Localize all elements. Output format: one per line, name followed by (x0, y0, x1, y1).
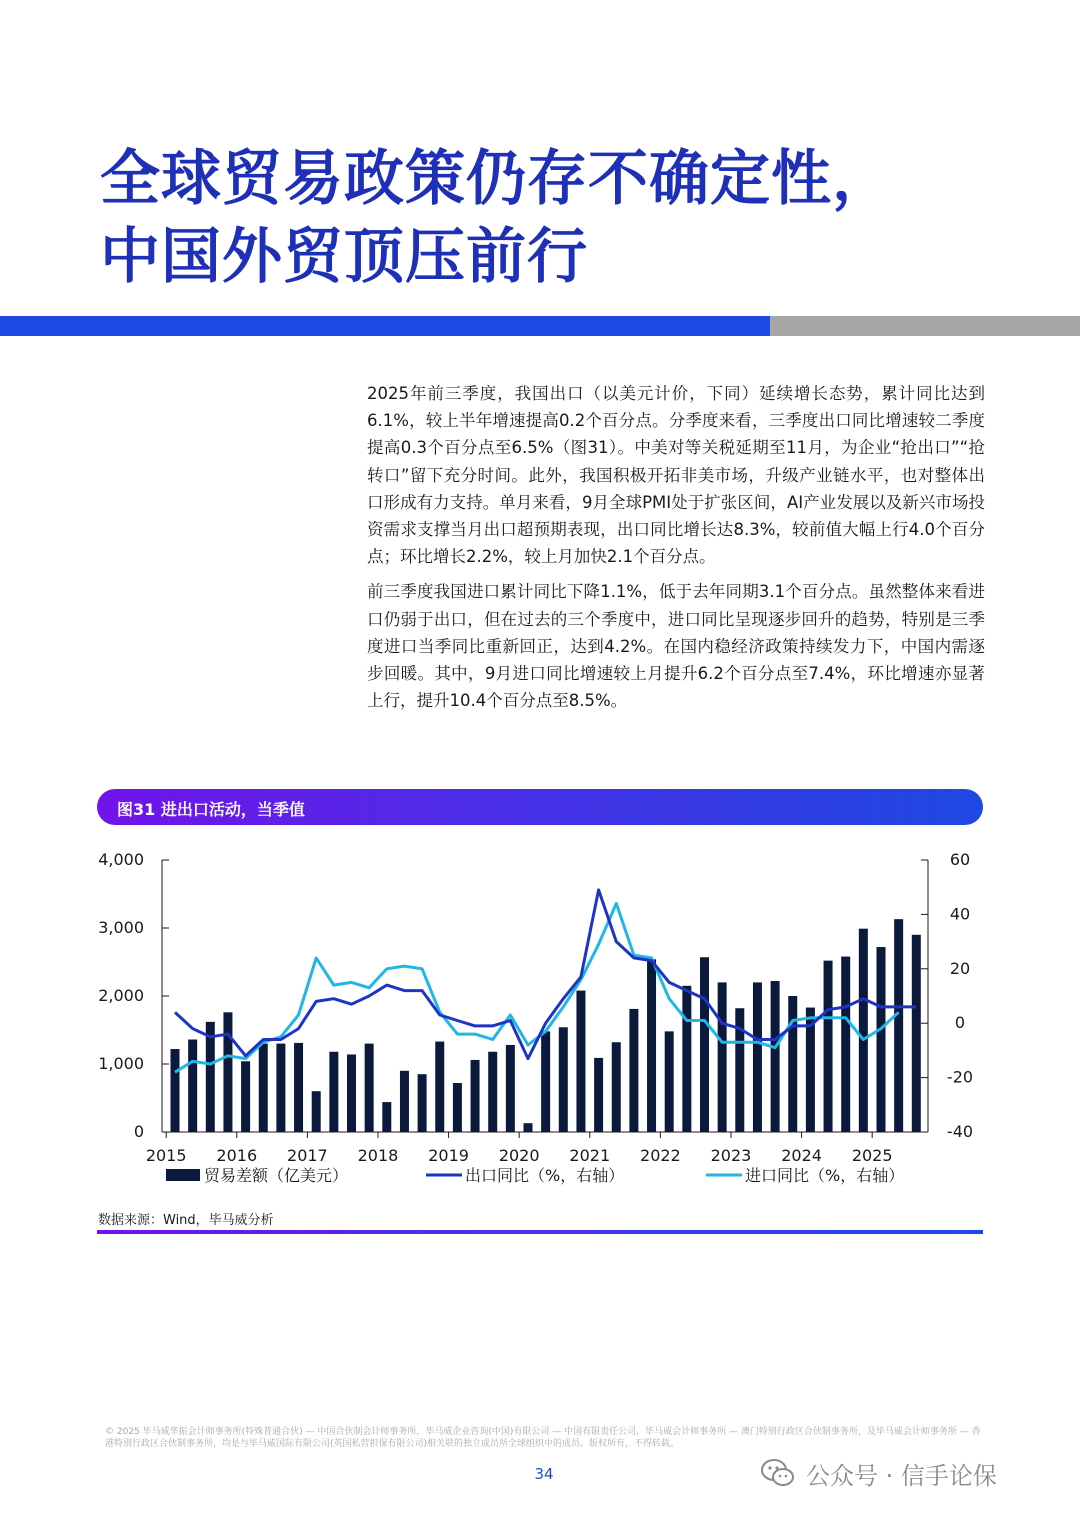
figure-label-bar (97, 789, 983, 825)
body-text (367, 380, 985, 722)
trade-balance-bar (718, 982, 727, 1132)
legend-label-trade-balance: 贸易差额（亿美元） (204, 1166, 349, 1185)
left-tick-label: 1,000 (98, 1054, 144, 1073)
x-tick-label: 2024 (781, 1146, 822, 1165)
left-tick-label: 2,000 (98, 986, 144, 1005)
legend-swatch-trade-balance (166, 1169, 200, 1181)
page-title (100, 140, 1000, 296)
trade-balance-bar (841, 957, 850, 1132)
trade-balance-bar (418, 1074, 427, 1132)
figure-bottom-rule (97, 1230, 983, 1234)
trade-balance-bar (382, 1102, 391, 1132)
trade-balance-bar (824, 961, 833, 1132)
trade-chart (90, 840, 990, 1200)
trade-balance-bar (559, 1027, 568, 1132)
trade-balance-bar (206, 1022, 215, 1132)
x-tick-label: 2020 (498, 1146, 540, 1165)
x-tick-label: 2016 (216, 1146, 258, 1165)
right-tick-label: -40 (946, 1122, 974, 1141)
trade-balance-bar (471, 1060, 480, 1132)
trade-balance-bar (629, 1009, 638, 1132)
trade-balance-bar (453, 1083, 462, 1132)
x-tick-label: 2021 (569, 1146, 611, 1165)
right-tick-label: -20 (946, 1067, 974, 1087)
x-tick-label: 2025 (851, 1146, 893, 1165)
trade-balance-bar (682, 986, 691, 1132)
trade-balance-bar (753, 982, 762, 1132)
trade-balance-bar (400, 1071, 409, 1132)
trade-balance-bar (788, 996, 797, 1132)
page-title-line2: 中国外贸顶压前行 (100, 222, 588, 292)
header-rule-gray (770, 316, 1080, 336)
trade-balance-bar (294, 1043, 303, 1132)
trade-balance-bar (223, 1012, 232, 1132)
trade-balance-bar (612, 1042, 621, 1132)
right-tick-label: 20 (949, 958, 971, 978)
trade-balance-bar (700, 957, 709, 1132)
left-tick-label: 4,000 (98, 850, 144, 869)
copyright-footnote: © 2025 毕马威华振会计师事务所(特殊普通合伙) — 中国合伙制会计师事务所，毕马威企业咨询(中国)有限公司 — 中国有限责任公司，毕马威会计师事务所 — 澳门特别行政区合伙制事务所，及毕马威会计师事务所 — 香港特别行政区合伙制事务所，均是与毕马威国际有限公司(英国私营担保有限公司)相关联的独立成员所全球组织中的成员。版权所有，不得转载。 (105, 1427, 981, 1449)
left-tick-label: 0 (133, 1122, 144, 1141)
x-tick-label: 2017 (287, 1146, 328, 1165)
trade-balance-bar (859, 929, 868, 1132)
trade-balance-bar (188, 1040, 197, 1132)
trade-balance-bar (365, 1044, 374, 1132)
trade-balance-bar (647, 959, 656, 1132)
watermark-text: 公众号 · 信手论保 (806, 1461, 997, 1490)
trade-balance-bar (488, 1052, 497, 1132)
trade-balance-bar (912, 935, 921, 1132)
trade-balance-bar (435, 1042, 444, 1132)
trade-balance-bar (241, 1061, 250, 1132)
right-tick-label: 0 (954, 1013, 966, 1033)
x-tick-label: 2023 (710, 1146, 752, 1165)
x-tick-label: 2018 (357, 1146, 399, 1165)
right-tick-label: 40 (949, 904, 971, 924)
trade-balance-bar (276, 1044, 285, 1132)
figure-source: 数据来源：Wind，毕马威分析 (98, 1213, 274, 1228)
trade-balance-bar (771, 981, 780, 1132)
trade-balance-bar (894, 919, 903, 1132)
left-tick-label: 3,000 (98, 918, 144, 937)
trade-balance-bar (347, 1054, 356, 1132)
trade-balance-bar (665, 1031, 674, 1132)
trade-balance-bar (259, 1044, 268, 1132)
x-tick-label: 2019 (428, 1146, 469, 1165)
page-title-line1: 全球贸易政策仍存不确定性， (100, 144, 893, 214)
trade-balance-bar (312, 1091, 321, 1132)
body-paragraph-2: 前三季度我国进口累计同比下降1.1%，低于去年同期3.1个百分点。虽然整体来看进口仍弱于出口，但在过去的三个季度中，进口同比呈现逐步回升的趋势，特别是三季度进口当季同比重新回正，达到4.2%。在国内稳经济政策持续发力下，中国内需逐步回暖。其中，9月进口同比增速较上月提升6.2个百分点至7.4%，环比增速亦显著上行，提升10.4个百分点至8.5%。 (367, 582, 985, 711)
header-rule-blue (0, 316, 770, 336)
watermark (760, 1455, 997, 1491)
body-paragraph-1: 2025年前三季度，我国出口（以美元计价，下同）延续增长态势，累计同比达到6.1%，较上半年增速提高0.2个百分点。分季度来看，三季度出口同比增速较二季度提高0.3个百分点至6.5%（图31）。中美对等关税延期至11月，为企业“抢出口”“抢转口”留下充分时间。此外，我国积极开拓非美市场，升级产业链水平，也对整体出口形成有力支持。单月来看，9月全球PMI处于扩张区间，AI产业发展以及新兴市场投资需求支撑当月出口超预期表现，出口同比增长达8.3%，较前值大幅上行4.0个百分点；环比增长2.2%，较上月加快2.1个百分点。 (367, 384, 985, 567)
right-tick-label: 60 (949, 850, 971, 869)
trade-balance-bar (877, 947, 886, 1132)
figure-label: 图31 进出口活动，当季值 (117, 800, 305, 819)
wechat-icon (760, 1457, 796, 1489)
x-tick-label: 2015 (145, 1146, 187, 1165)
trade-balance-bar (541, 1031, 550, 1132)
trade-balance-bar (329, 1052, 338, 1132)
trade-balance-bar (524, 1123, 533, 1132)
legend-label-import-yoy: 进口同比（%，右轴） (745, 1166, 905, 1185)
trade-balance-bar (506, 1045, 515, 1132)
trade-balance-bar (171, 1049, 180, 1132)
trade-balance-bar (576, 991, 585, 1132)
trade-balance-bar (594, 1058, 603, 1132)
page-number: 34 (534, 1465, 554, 1483)
x-tick-label: 2022 (640, 1146, 681, 1165)
legend-label-export-yoy: 出口同比（%，右轴） (465, 1166, 625, 1185)
